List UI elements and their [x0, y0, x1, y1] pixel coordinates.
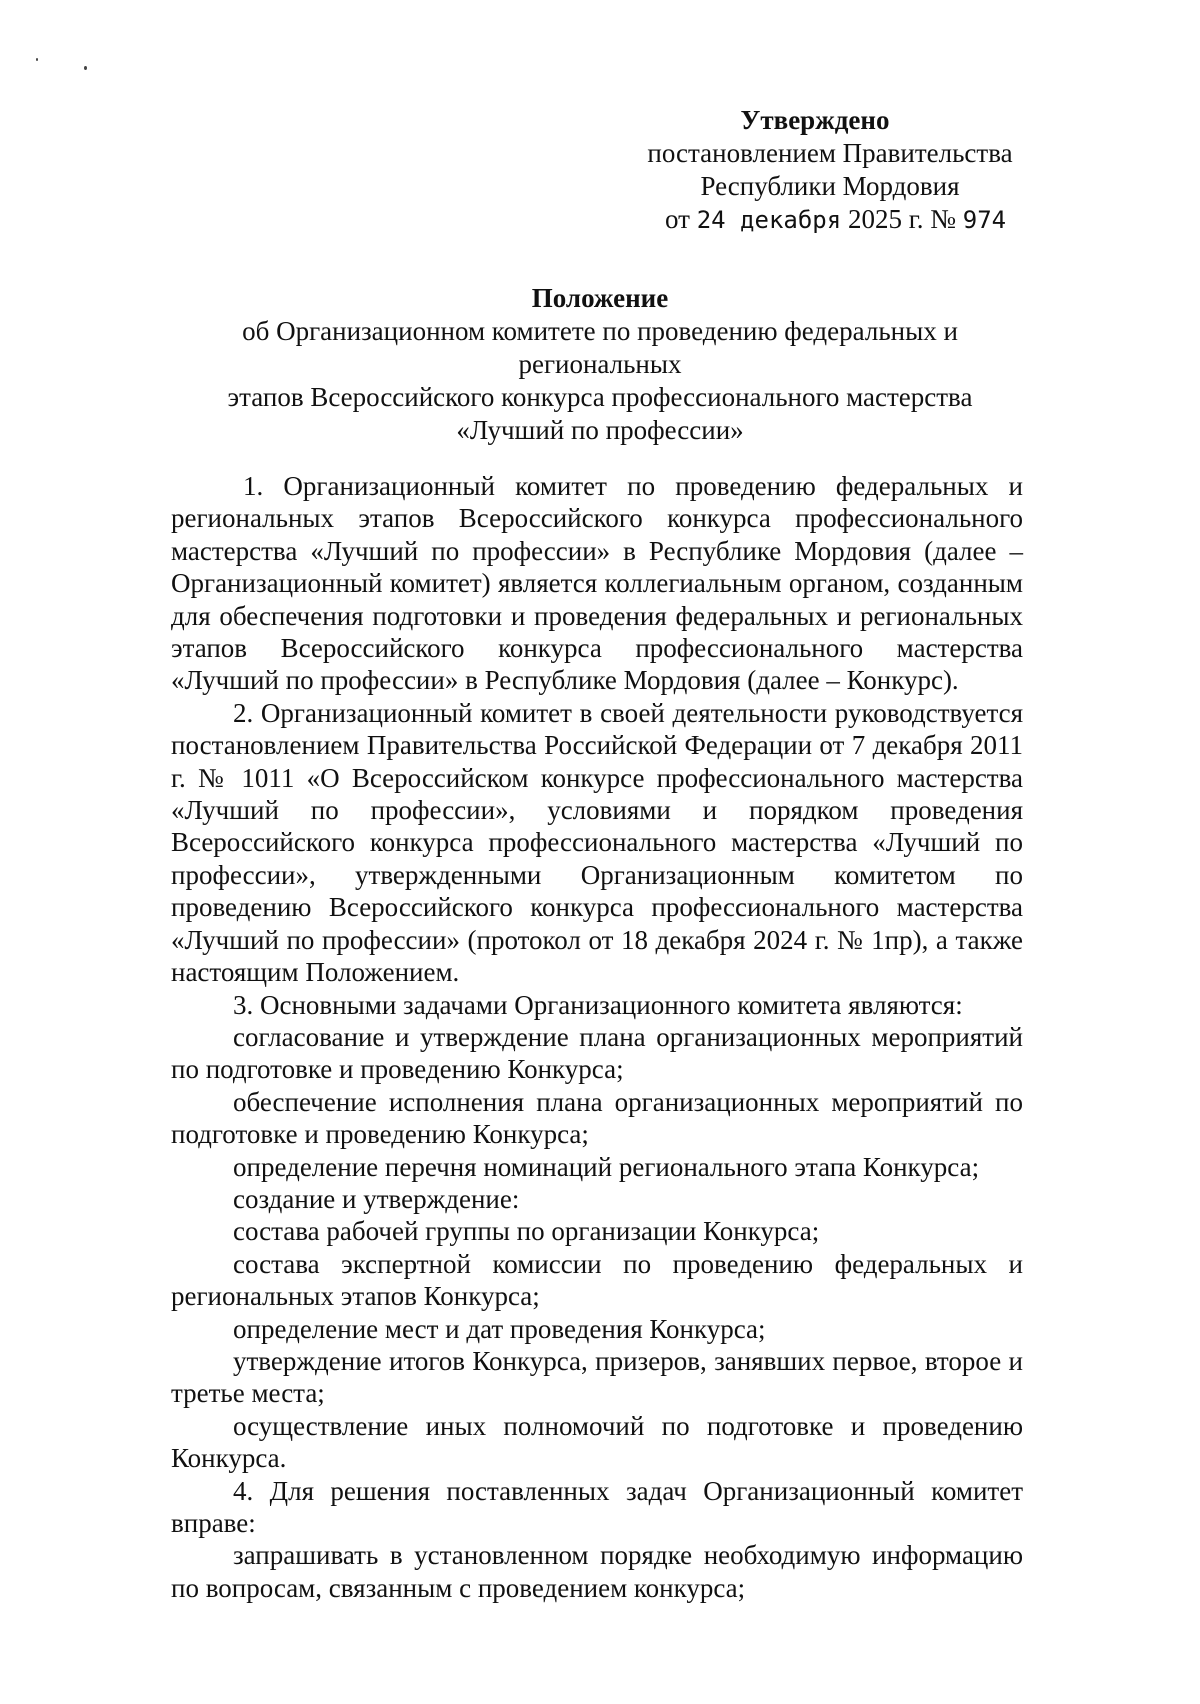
paragraph-task-1: согласование и утверждение плана организационных мероприятий по подготовке и проведению Конкурса;	[171, 1021, 1023, 1085]
paragraph-task-3: определение перечня номинаций регионального этапа Конкурса;	[233, 1151, 980, 1182]
approval-date-number: 974	[962, 206, 1007, 234]
paragraph-task-7: определение мест и дат проведения Конкурса;	[233, 1313, 766, 1344]
paragraph-right-1: запрашивать в установленном порядке необходимую информацию по вопросам, связанным с проведением конкурса;	[171, 1540, 1023, 1603]
paragraph-task-4: создание и утверждение:	[233, 1183, 520, 1214]
paragraph-2: 2. Организационный комитет в своей деятельности руководствуется постановлением Правительства Российской Федерации от 7 декабря 2011 г. № 1011 «О Всероссийском конкурсе профессионального мастерства «Лучший по профессии», условиями и порядком проведения Всероссийского конкурса профессионального мастерства «Лучший по профессии», утвержденными Организационным комитетом по проведению Всероссийского конкурса профессионального мастерства «Лучший по профессии» (протокол от 18 декабря 2024 г. № 1пр), а также настоящим Положением.	[171, 697, 1023, 988]
approval-line-2: Республики Мордовия	[700, 171, 960, 201]
document-title: Положение	[531, 283, 669, 313]
approval-date-day: 24 декабря	[696, 206, 842, 234]
paragraph-task-2: обеспечение исполнения плана организационных мероприятий по подготовке и проведению Конкурса;	[171, 1086, 1023, 1150]
document-heading	[160, 282, 1040, 447]
approval-line-1: постановлением Правительства	[647, 138, 1013, 168]
approval-date	[665, 203, 1060, 237]
document-subtitle-line-3: «Лучший по профессии»	[456, 415, 744, 445]
paragraph-4: 4. Для решения поставленных задач Организационный комитет вправе:	[171, 1475, 1023, 1538]
approval-stamp	[640, 104, 1060, 237]
paragraph-task-6: состава экспертной комиссии по проведению федеральных и региональных этапов Конкурса;	[171, 1248, 1023, 1312]
paragraph-task-5: состава рабочей группы по организации Конкурса;	[233, 1216, 820, 1247]
document-subtitle-line-1: об Организационном комитете по проведению федеральных и региональных	[242, 316, 958, 379]
scan-speck	[36, 58, 38, 61]
paragraph-1: 1. Организационный комитет по проведению федеральных и региональных этапов Всероссийского конкурса профессионального мастерства «Лучший по профессии» в Республике Мордовия (далее – Организационный комитет) является коллегиальным органом, созданным для обеспечения подготовки и проведения федеральных и региональных этапов Всероссийского конкурса профессионального мастерства «Лучший по профессии» в Республике Мордовия (далее – Конкурс).	[171, 471, 1023, 696]
document-body	[171, 470, 1023, 1604]
scan-speck	[84, 66, 87, 70]
paragraph-task-8: утверждение итогов Конкурса, призеров, занявших первое, второе и третье места;	[171, 1345, 1023, 1409]
approval-title: Утверждено	[740, 105, 890, 135]
document-subtitle-line-2: этапов Всероссийского конкурса профессионального мастерства	[227, 382, 973, 412]
paragraph-3: 3. Основными задачами Организационного комитета являются:	[233, 989, 963, 1020]
paragraph-task-9: осуществление иных полномочий по подготовке и проведению Конкурса.	[171, 1410, 1023, 1474]
approval-date-prefix: от	[665, 204, 690, 234]
approval-date-year: 2025 г. №	[847, 204, 956, 234]
